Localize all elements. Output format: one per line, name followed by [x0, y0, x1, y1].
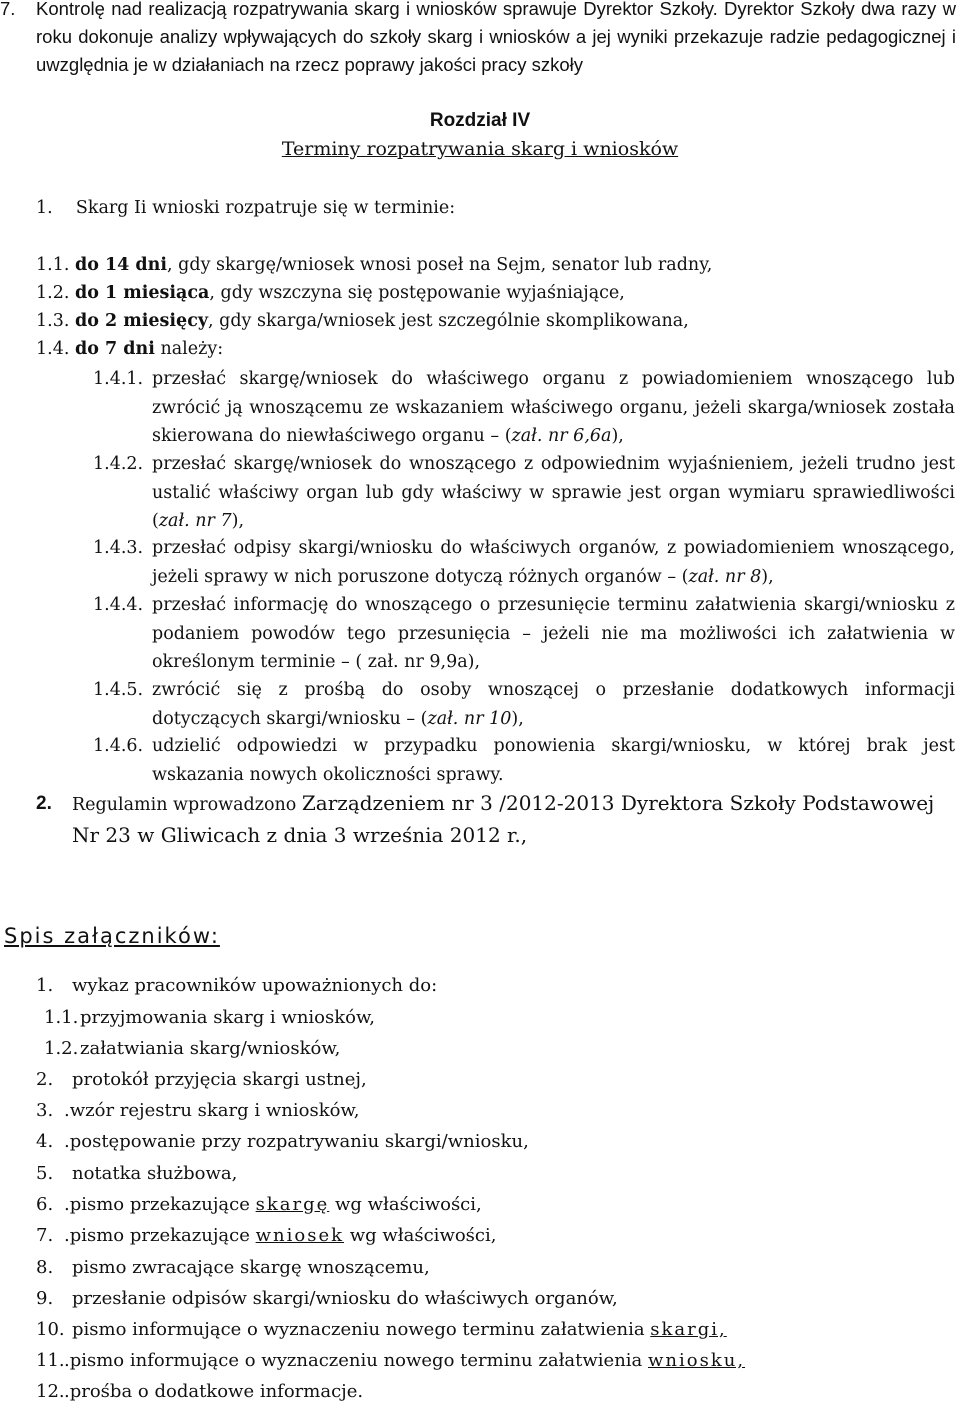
subsub-number: 1.4.4.	[93, 595, 144, 615]
sub-point: 1.3. do 2 miesięcy, gdy skarga/wniosek jest szczególnie skomplikowana,	[36, 311, 689, 331]
point-1	[36, 194, 455, 222]
subsub-text: przesłać informację do wnoszącego o przesunięcie terminu załatwienia skargi/wniosku z podaniem powodów tego przesunięcia – jeżeli nie ma możliwości ich załatwienia w określonym terminie – ( zał. nr 9,9a),	[152, 595, 955, 672]
point-2-number: 2.	[36, 793, 52, 814]
chapter-title: Terminy rozpatrywania skarg i wniosków	[281, 138, 679, 160]
subsub-text: przesłać skargę/wniosek do wnoszącego z odpowiednim wyjaśnieniem, jeżeli trudno jest ustalić właściwy organ lub gdy właściwy w sprawie jest organ wymiaru sprawiedliwości (zał. nr 7),	[152, 454, 955, 531]
subsub-text: przesłać odpisy skargi/wniosku do właściwych organów, z powiadomieniem wnoszącego, jeżeli sprawy w nich poruszone dotyczą różnych organów – (zał. nr 8),	[152, 538, 955, 587]
attachments-title: Spis załączników:	[4, 924, 220, 948]
subsub-number: 1.4.6.	[93, 736, 144, 756]
chapter-label: Rozdział IV	[429, 110, 531, 131]
subsub-text: przesłać skargę/wniosek do właściwego organu z powiadomieniem wnoszącego lub zwrócić ją wnoszącemu ze wskazaniem właściwego organu, jeżeli skarga/wniosek została skierowana do niewłaściwego organu – (zał. nr 6,6a),	[152, 369, 955, 446]
intro-paragraph	[0, 0, 956, 79]
document-page: 7. Kontrolę nad realizacją rozpatrywania skarg i wniosków sprawuje Dyrektor Szkoły. Dyrektor Szkoły dwa razy w roku dokonuje analizy wpływających do szkoły skarg i wniosków a jej wyniki przekazuje radzie pedagogicznej i uwzględnia je w działaniach na rzecz poprawy jakości pracy szkoły Rozdział IV Terminy rozpatrywania skarg i wniosków 1. Skarg Ii wnioski rozpatruje się w terminie: 1.1. do 14 dni, gdy skargę/wniosek wnosi poseł na Sejm, senator lub radny, 1.2. do 1 miesiąca, gdy wszczyna się postępowanie wyjaśniające, 1.3. do 2 miesięcy, gdy skarga/wniosek jest szczególnie skomplikowana, 1.4. do 7 dni należy: 1.4.1. przesłać skargę/wniosek do właściwego organu z powiadomieniem wnoszącego lub zwrócić ją wnoszącemu ze wskazaniem właściwego organu, jeżeli skarga/wniosek została skierowana do niewłaściwego organu – (zał. nr 6,6a), 1.4.2. przesłać skargę/wniosek do wnoszącego z odpowiednim wyjaśnieniem, jeżeli trudno jest ustalić właściwy organ lub gdy właściwy w sprawie jest organ wymiaru sprawiedliwości (zał. nr 7), 1.4.3. przesłać odpisy skargi/wniosku do właściwych organów, z powiadomieniem wnoszącego, jeżeli sprawy w nich poruszone dotyczą różnych organów – (zał. nr 8), 1.4.4. przesłać informację do wnoszącego o przesunięcie terminu załatwienia skargi/wniosku z podaniem powodów tego przesunięcia – jeżeli nie ma możliwości ich załatwienia w określonym terminie – ( zał. nr 9,9a), 1.4.5. zwrócić się z prośbą do osoby wnoszącej o przesłanie dodatkowych informacji dotyczących skargi/wniosku – (zał. nr 10), 1.4.6. udzielić odpowiedzi w przypadku ponowienia skargi/wniosku, w której brak jest wskazania nowych okoliczności sprawy. 2. Regulamin wprowadzono Zarządzeniem nr 3 /2012-2013 Dyrektora Szkoły Podstawowej Nr 23 w Gliwicach z dnia 3 września 2012 r., Spis załączników: 1. wykaz pracowników upoważnionych do: 1.1. przyjmowania skarg i wniosków, 1.2. załatwiania skarg/wniosków, 2. protokół przyjęcia skargi ustnej, 3. .wzór rejestru skarg i wniosków, 4. .postępowanie przy rozpatrywaniu skargi/wniosku, 5. notatka służbowa, 6. .pismo przekazujące skargę wg właściwości, 7. .pismo przekazujące wniosek wg właściwości, 8. pismo zwracające skargę wnoszącemu, 9. przesłanie odpisów skargi/wniosku do właściwych organów, 10. pismo informujące o wyznaczeniu nowego terminu załatwienia skargi, 11. .pismo informujące o wyznaczeniu nowego terminu załatwienia wniosku, 12. .prośba o dodatkowe informacje.	[0, 0, 960, 1408]
point-1-number: 1.	[36, 198, 53, 218]
sub-point: 1.4. do 7 dni należy:	[36, 339, 224, 359]
subsub-number: 1.4.1.	[93, 369, 144, 389]
point-2-text: Regulamin wprowadzono Zarządzeniem nr 3 /2012-2013 Dyrektora Szkoły Podstawowej Nr 23 w Gliwicach z dnia 3 września 2012 r.,	[72, 791, 935, 847]
subsub-text: udzielić odpowiedzi w przypadku ponowienia skargi/wniosku, w której brak jest wskazania nowych okoliczności sprawy.	[152, 736, 955, 785]
point-1-text: Skarg Ii wnioski rozpatruje się w terminie:	[75, 198, 456, 218]
sub-point: 1.2. do 1 miesiąca, gdy wszczyna się postępowanie wyjaśniające,	[36, 283, 625, 303]
intro-text: Kontrolę nad realizacją rozpatrywania skarg i wniosków sprawuje Dyrektor Szkoły. Dyrektor Szkoły dwa razy w roku dokonuje analizy wpływających do szkoły skarg i wniosków a jej wyniki przekazuje radzie pedagogicznej i uwzględnia je w działaniach na rzecz poprawy jakości pracy szkoły	[36, 0, 956, 75]
subsub-number: 1.4.5.	[93, 680, 144, 700]
subsub-number: 1.4.2.	[93, 454, 144, 474]
sub-point: 1.1. do 14 dni, gdy skargę/wniosek wnosi poseł na Sejm, senator lub radny,	[36, 255, 713, 275]
intro-number: 7.	[0, 0, 16, 19]
subsub-number: 1.4.3.	[93, 538, 144, 558]
subsub-text: zwrócić się z prośbą do osoby wnoszącej o przesłanie dodatkowych informacji dotyczących skargi/wniosku – (zał. nr 10),	[152, 680, 955, 729]
